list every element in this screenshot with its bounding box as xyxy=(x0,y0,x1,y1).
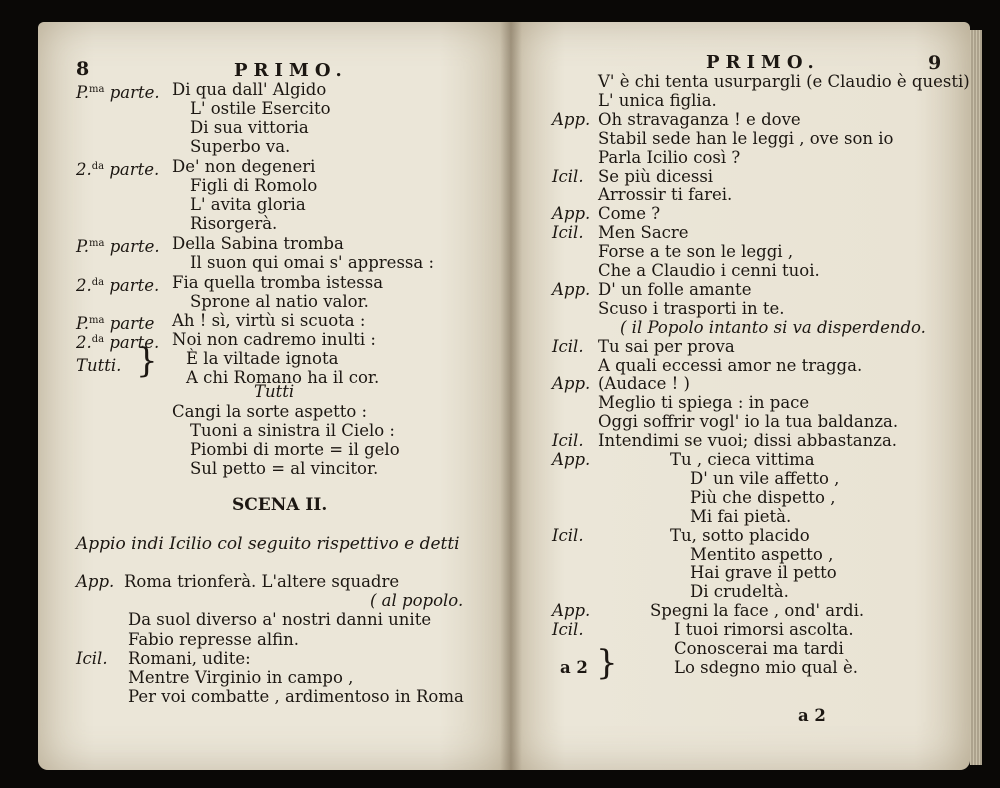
part-superscript: ma xyxy=(89,315,105,326)
verse-line xyxy=(0,469,1000,489)
left-page-number: 8 xyxy=(76,58,90,80)
verse-text: Tu, sotto placido xyxy=(670,526,810,545)
verse-line xyxy=(0,356,1000,376)
verse-line xyxy=(0,545,1000,565)
verse-text: L' unica figlia. xyxy=(598,91,717,110)
verse-text: Oh stravaganza ! e dove xyxy=(598,110,801,129)
verse-line xyxy=(0,318,1000,338)
tutti-speaker-label: Tutti. xyxy=(76,356,122,375)
verse-line xyxy=(0,563,1000,583)
scene-title: SCENA II. xyxy=(232,495,328,515)
verse-line xyxy=(0,601,1000,621)
speaker: Icil. xyxy=(552,431,584,450)
verse-text: D' un vile affetto , xyxy=(690,469,840,488)
verse-line xyxy=(0,280,1000,300)
verse-text: I tuoi rimorsi ascolta. xyxy=(674,620,854,639)
verse-text: Intendimi se vuoi; dissi abbastanza. xyxy=(598,431,898,450)
verse-text: L' avita gloria xyxy=(190,195,306,214)
verse-line xyxy=(0,91,1000,111)
verse-line xyxy=(0,299,1000,319)
a2-brace: } xyxy=(596,643,618,683)
part-tag: parte. xyxy=(104,333,160,352)
verse-line xyxy=(0,110,1000,130)
part-tag: parte. xyxy=(104,83,160,102)
verse-line xyxy=(0,393,1000,413)
verse-text: Della Sabina tromba xyxy=(172,234,344,253)
verse-line xyxy=(0,223,1000,243)
verse-line xyxy=(0,620,1000,640)
part-tag: parte. xyxy=(104,160,160,179)
icil-line-3: Per voi combatte , ardimentoso in Roma xyxy=(128,687,464,706)
part-tag: parte. xyxy=(104,276,160,295)
speaker: App. xyxy=(552,204,591,223)
verse-line xyxy=(0,582,1000,602)
verse-text: Di sua vittoria xyxy=(190,118,309,137)
verse-line xyxy=(0,129,1000,149)
verse-text: (Audace ! ) xyxy=(598,374,690,393)
tutti-brace: } xyxy=(136,341,158,381)
app-line-2: Da suol diverso a' nostri danni unite xyxy=(128,610,432,629)
part-number: P. xyxy=(76,83,90,102)
icil-line-1: Romani, udite: xyxy=(128,649,251,668)
speaker: App. xyxy=(552,450,591,469)
stage-direction: Appio indi Icilio col seguito rispettivo e detti xyxy=(76,534,460,554)
verse-text: Parla Icilio così ? xyxy=(598,148,741,167)
chorus-text: Piombi di morte = il gelo xyxy=(190,440,400,459)
speaker: App. xyxy=(552,601,591,620)
verse-text: Mentito aspetto , xyxy=(690,545,834,564)
verse-line xyxy=(0,185,1000,205)
part-superscript: da xyxy=(91,277,105,288)
speaker: Icil. xyxy=(552,620,584,639)
icil-speaker: Icil. xyxy=(76,649,108,668)
app-speaker: App. xyxy=(76,572,115,591)
verse-text: Tu , cieca vittima xyxy=(670,450,815,469)
verse-line xyxy=(0,72,1000,92)
verse-text: Di crudeltà. xyxy=(690,582,789,601)
verse-text: Come ? xyxy=(598,204,661,223)
verse-text: Tu sai per prova xyxy=(598,337,735,356)
verse-text: De' non degeneri xyxy=(172,157,316,176)
speaker: Icil. xyxy=(552,526,584,545)
verse-text: È la viltade ignota xyxy=(186,349,339,368)
verse-text: Conoscerai ma tardi xyxy=(674,639,844,658)
a2-label: a 2 xyxy=(560,658,588,677)
verse-line xyxy=(0,639,1000,659)
verse-text: Mi fai pietà. xyxy=(690,507,792,526)
verse-text: L' ostile Esercito xyxy=(190,99,331,118)
verse-line xyxy=(0,658,1000,678)
verse-text: Men Sacre xyxy=(598,223,689,242)
chorus-text: Cangi la sorte aspetto : xyxy=(172,402,368,421)
part-superscript: da xyxy=(91,161,105,172)
verse-text: Forse a te son le leggi , xyxy=(598,242,794,261)
verse-line xyxy=(0,148,1000,168)
verse-line xyxy=(0,337,1000,357)
verse-line xyxy=(0,431,1000,451)
verse-line xyxy=(0,204,1000,224)
part-tag: parte xyxy=(104,314,155,333)
verse-text: A quali eccessi amor ne tragga. xyxy=(598,356,863,375)
chorus-text: Sul petto = al vincitor. xyxy=(190,459,379,478)
right-page-number: 9 xyxy=(928,52,942,74)
app-line-1: Roma trionferà. L'altere squadre xyxy=(124,572,400,591)
part-number: P. xyxy=(76,237,90,256)
part-superscript: da xyxy=(91,334,105,345)
verse-text: ( il Popolo intanto si va disperdendo. xyxy=(620,318,926,337)
verse-line xyxy=(0,374,1000,394)
speaker: Icil. xyxy=(552,223,584,242)
aside-direction: ( al popolo. xyxy=(370,591,464,610)
speaker: Icil. xyxy=(552,337,584,356)
part-superscript: ma xyxy=(89,84,105,95)
verse-text: Di qua dall' Algido xyxy=(172,80,327,99)
verse-text: Spegni la face , ond' ardi. xyxy=(650,601,865,620)
verse-text: Che a Claudio i cenni tuoi. xyxy=(598,261,820,280)
verse-text: A chi Romano ha il cor. xyxy=(186,368,380,387)
part-number: 2. xyxy=(76,333,92,352)
verse-line xyxy=(0,261,1000,281)
verse-line xyxy=(0,167,1000,187)
verse-text: Ah ! sì, virtù si scuota : xyxy=(172,311,366,330)
speaker: App. xyxy=(552,280,591,299)
verse-text: Più che dispetto , xyxy=(690,488,836,507)
verse-line xyxy=(0,412,1000,432)
verse-text: V' è chi tenta usurpargli (e Claudio è questi) xyxy=(598,72,970,91)
verse-text: Se più dicessi xyxy=(598,167,714,186)
speaker: Icil. xyxy=(552,167,584,186)
verse-line xyxy=(0,526,1000,546)
left-running-head: PRIMO. xyxy=(234,60,348,81)
icil-line-2: Mentre Virginio in campo , xyxy=(128,668,354,687)
verse-text: Noi non cadremo inulti : xyxy=(172,330,376,349)
verse-text: Meglio ti spiega : in pace xyxy=(598,393,810,412)
verse-text: Fia quella tromba istessa xyxy=(172,273,384,292)
verse-line xyxy=(0,488,1000,508)
verse-line xyxy=(0,450,1000,470)
verse-text: Scuso i trasporti in te. xyxy=(598,299,785,318)
verse-text: Superbo va. xyxy=(190,137,291,156)
verse-text: Figli di Romolo xyxy=(190,176,318,195)
part-superscript: ma xyxy=(89,238,105,249)
right-running-head: PRIMO. xyxy=(706,52,820,73)
speaker: App. xyxy=(552,374,591,393)
verse-line xyxy=(0,507,1000,527)
verse-text: Stabil sede han le leggi , ove son io xyxy=(598,129,894,148)
verse-text: Sprone al natio valor. xyxy=(190,292,369,311)
catchword: a 2 xyxy=(798,706,826,725)
speaker: App. xyxy=(552,110,591,129)
app-line-3: Fabio represse alfin. xyxy=(128,630,299,649)
verse-text: Risorgerà. xyxy=(190,214,278,233)
part-number: 2. xyxy=(76,276,92,295)
part-tag: parte. xyxy=(104,237,160,256)
verse-text: Il suon qui omai s' appressa : xyxy=(190,253,435,272)
tutti-heading: Tutti xyxy=(254,382,295,401)
verse-text: D' un folle amante xyxy=(598,280,752,299)
verse-line xyxy=(0,242,1000,262)
verse-text: Arrossir ti farei. xyxy=(598,185,733,204)
chorus-text: Tuoni a sinistra il Cielo : xyxy=(190,421,395,440)
verse-text: Hai grave il petto xyxy=(690,563,837,582)
part-number: 2. xyxy=(76,160,92,179)
part-number: P. xyxy=(76,314,90,333)
verse-text: Lo sdegno mio qual è. xyxy=(674,658,858,677)
verse-text: Oggi soffrir vogl' io la tua baldanza. xyxy=(598,412,899,431)
